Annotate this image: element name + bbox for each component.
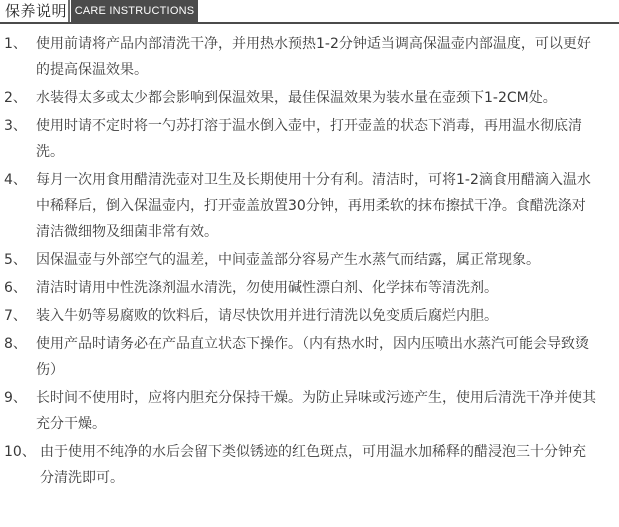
item-text: 水装得太多或太少都会影响到保温效果，最佳保温效果为装水量在壶颈下1-2CM处。 — [36, 90, 557, 106]
item-text: 使用前请将产品内部清洗干净，并用热水预热1-2分钟适当调高保温壶内部温度，可以更好的提高保温效果。 — [36, 36, 591, 78]
header-divider — [68, 0, 70, 23]
item-number: 5、 — [4, 252, 27, 268]
item-text: 因保温壶与外部空气的温差，中间壶盖部分容易产生水蒸气而结露，属正常现象。 — [36, 252, 540, 268]
item-number: 7、 — [4, 308, 27, 324]
list-item — [0, 31, 619, 83]
item-text: 由于使用不纯净的水后会留下类似锈迹的红色斑点，可用温水加稀释的醋浸泡三十分钟充分清洗即可。 — [40, 444, 586, 486]
item-number: 9、 — [4, 390, 27, 406]
item-number: 4、 — [4, 172, 27, 188]
item-text: 装入牛奶等易腐败的饮料后，请尽快饮用并进行清洗以免变质后腐烂内胆。 — [36, 308, 498, 324]
item-text: 使用时请不定时将一勺苏打溶于温水倒入壶中，打开壶盖的状态下消毒，再用温水彻底清洗。 — [36, 118, 582, 160]
item-text: 清洁时请用中性洗涤剂温水清洗，勿使用碱性漂白剂、化学抹布等清洗剂。 — [36, 280, 498, 296]
list-item — [0, 439, 619, 491]
care-instructions-list — [0, 31, 619, 493]
list-item — [0, 331, 619, 383]
list-item — [0, 167, 619, 245]
item-number: 1、 — [4, 36, 27, 52]
item-text: 每月一次用食用醋清洗壶对卫生及长期使用十分有利。清洁时，可将1-2滴食用醋滴入温水中稀释后，倒入保温壶内，打开壶盖放置30分钟，再用柔软的抹布擦拭干净。食醋洗涤对清洁微细物及细菌非常有效。 — [36, 172, 591, 240]
list-item — [0, 385, 619, 437]
item-number: 10、 — [4, 444, 36, 460]
item-text: 长时间不使用时，应将内胆充分保持干燥。为防止异味或污迹产生，使用后清洗干净并使其充分干燥。 — [36, 390, 596, 432]
list-item — [0, 275, 619, 301]
item-text: 使用产品时请务必在产品直立状态下操作。（内有热水时，因内压喷出水蒸汽可能会导致烫伤） — [36, 336, 589, 378]
section-title: 保养说明 — [5, 2, 68, 20]
section-subtitle-tab: CARE INSTRUCTIONS — [71, 0, 198, 23]
list-item — [0, 247, 619, 273]
item-number: 6、 — [4, 280, 27, 296]
header-rule — [0, 22, 619, 24]
item-number: 8、 — [4, 336, 27, 352]
list-item — [0, 113, 619, 165]
item-number: 2、 — [4, 90, 27, 106]
list-item — [0, 85, 619, 111]
item-number: 3、 — [4, 118, 27, 134]
list-item — [0, 303, 619, 329]
section-header — [0, 0, 619, 23]
